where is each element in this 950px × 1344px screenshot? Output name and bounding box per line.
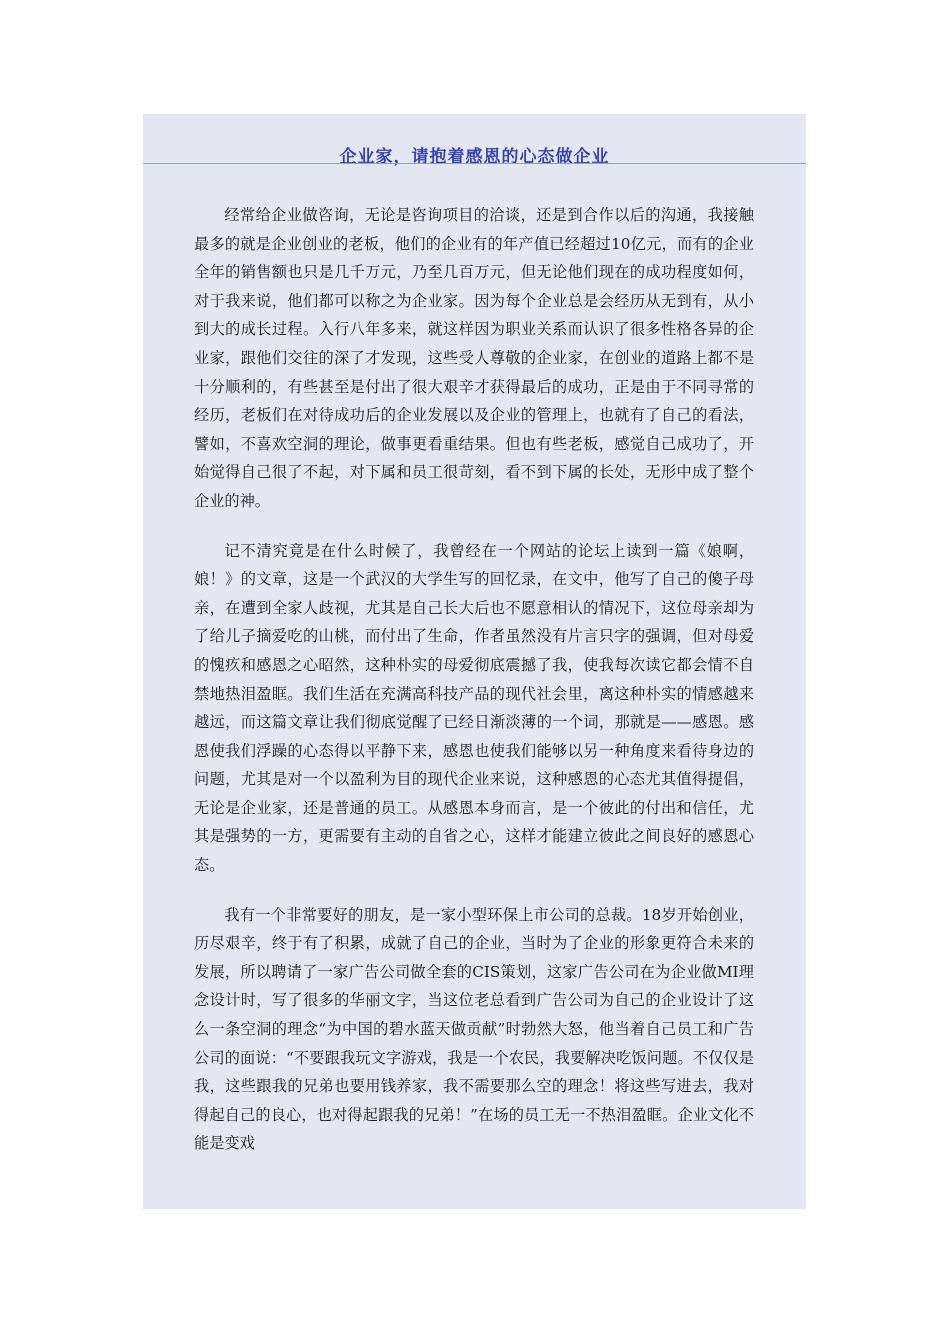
- title-divider: [143, 163, 806, 164]
- article-body: [194, 201, 754, 1179]
- article-title: 企业家，请抱着感恩的心态做企业: [339, 147, 610, 167]
- article-panel: [143, 114, 806, 1209]
- paragraph-3: 我有一个非常要好的朋友，是一家小型环保上市公司的总裁。18岁开始创业，历尽艰辛，终于有了积累，成就了自己的企业，当时为了企业的形象更符合未来的发展，所以聘请了一家广告公司做全套的CIS策划，这家广告公司在为企业做MI理念设计时，写了很多的华丽文字，当这位老总看到广告公司为自己的企业设计了这么一条空洞的理念“为中国的碧水蓝天做贡献”时勃然大怒，他当着自己员工和广告公司的面说：“不要跟我玩文字游戏，我是一个农民，我要解决吃饭问题。不仅仅是我，这些跟我的兄弟也要用钱养家，我不需要那么空的理念！将这些写进去，我对得起自己的良心，也对得起跟我的兄弟！”在场的员工无一不热泪盈眶。企业文化不能是变戏: [194, 905, 754, 1153]
- paragraph-1: 经常给企业做咨询，无论是咨询项目的洽谈，还是到合作以后的沟通，我接触最多的就是企业创业的老板，他们的企业有的年产值已经超过10亿元，而有的企业全年的销售额也只是几千万元，乃至几百万元，但无论他们现在的成功程度如何，对于我来说，他们都可以称之为企业家。因为每个企业总是会经历从无到有，从小到大的成长过程。入行八年多来，就这样因为职业关系而认识了很多性格各异的企业家，跟他们交往的深了才发现，这些受人尊敬的企业家，在创业的道路上都不是十分顺利的，有些甚至是付出了很大艰辛才获得最后的成功，正是由于不同寻常的经历，老板们在对待成功后的企业发展以及企业的管理上，也就有了自己的看法，譬如，不喜欢空洞的理论，做事更看重结果。但也有些老板，感觉自己成功了，开始觉得自己很了不起，对下属和员工很苛刻，看不到下属的长处，无形中成了整个企业的神。: [194, 206, 754, 510]
- paragraph-2: 记不清究竟是在什么时候了，我曾经在一个网站的论坛上读到一篇《娘啊，娘！》的文章，这是一个武汉的大学生写的回忆录，在文中，他写了自己的傻子母亲，在遭到全家人歧视，尤其是自己长大后也不愿意相认的情况下，这位母亲却为了给儿子摘爱吃的山桃，而付出了生命，作者虽然没有片言只字的强调，但对母爱的愧疚和感恩之心昭然，这种朴实的母爱彻底震撼了我，使我每次读它都会情不自禁地热泪盈眶。我们生活在充满高科技产品的现代社会里，离这种朴实的情感越来越远，而这篇文章让我们彻底觉醒了已经日渐淡薄的一个词，那就是——感恩。感恩使我们浮躁的心态得以平静下来，感恩也使我们能够以另一种角度来看待身边的问题，尤其是对一个以盈利为目的现代企业来说，这种感恩的心态尤其值得提倡，无论是企业家，还是普通的员工。从感恩本身而言，是一个彼此的付出和信任，尤其是强势的一方，更需要有主动的自省之心，这样才能建立彼此之间良好的感恩心态。: [194, 541, 754, 875]
